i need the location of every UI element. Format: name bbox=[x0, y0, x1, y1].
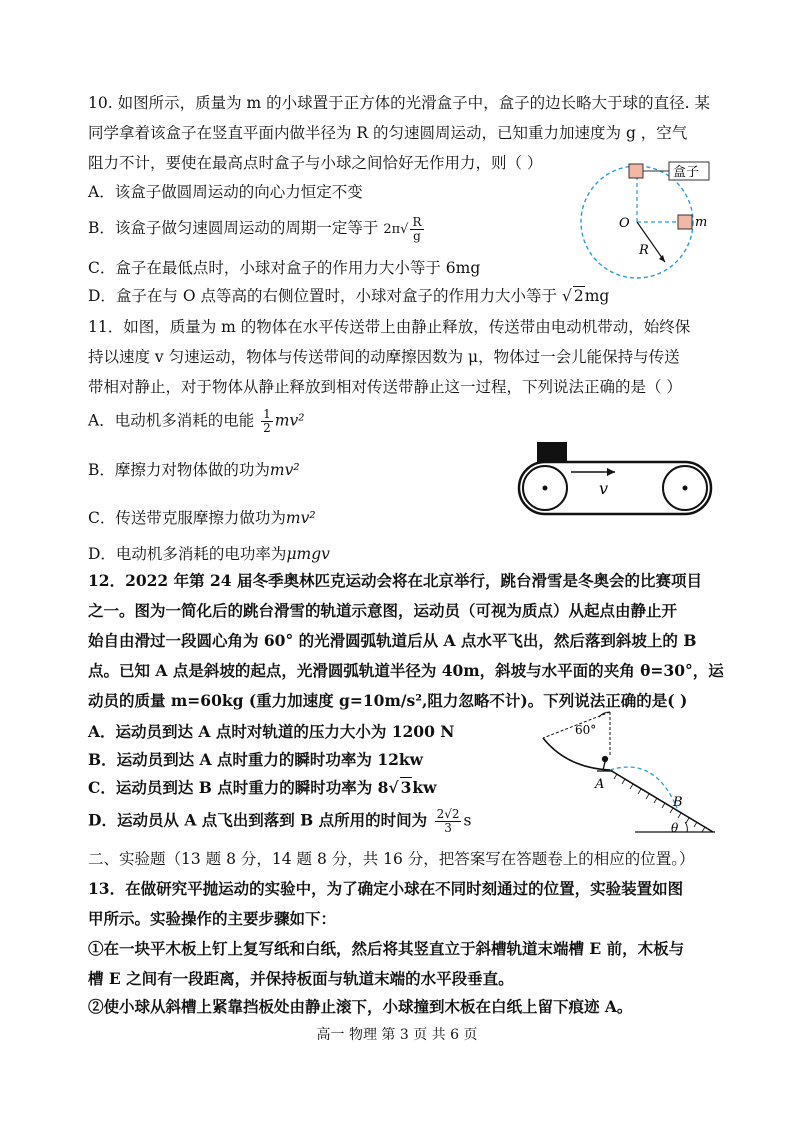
q11-option-a-text: A．电动机多消耗的电能 bbox=[88, 411, 255, 430]
q11-option-c bbox=[88, 506, 316, 528]
q10-option-d-text: D．盒子在与 O 点等高的右侧位置时，小球对盒子的作用力大小等于 bbox=[88, 287, 557, 305]
q12-fig-angle-label: 60° bbox=[575, 723, 597, 737]
q12-option-b: B．运动员到达 A 点时重力的瞬时功率为 12kw bbox=[88, 750, 423, 769]
q10-option-a: A．该盒子做圆周运动的向心力恒定不变 bbox=[88, 183, 363, 201]
q11-line-2: 持以速度 v 匀速运动，物体与传送带间的动摩擦因数为 μ，物体过一会儿能保持与传送 bbox=[88, 348, 680, 366]
page-footer: 高一 物理 第 3 页 共 6 页 bbox=[316, 1027, 478, 1043]
q11-option-c-val: mv² bbox=[285, 509, 316, 527]
q13-line-2: 甲所示。实验操作的主要步骤如下： bbox=[88, 909, 337, 928]
section-2-heading: 二、实验题（13 题 8 分，14 题 8 分，共 16 分，把答案写在答题卷上的相应的位置。） bbox=[88, 850, 695, 868]
q11-option-b-text: B．摩擦力对物体做的功为 bbox=[88, 461, 270, 479]
q12-fig-b-label: B bbox=[673, 795, 683, 810]
q12-line-3: 始自由滑过一段圆心角为 60° 的光滑圆弧轨道后从 A 点水平飞出，然后落到斜坡上的 B bbox=[88, 631, 697, 650]
q12-line-4: 点。已知 A 点是斜坡的起点，光滑圆弧轨道半径为 40m，斜坡与水平面的夹角 θ=30°，运 bbox=[88, 661, 724, 680]
q11-option-a-frac: $\frac{1}{2}$ bbox=[263, 407, 271, 435]
q11-fig-v-label: v bbox=[599, 479, 609, 498]
q10-fig-m-label: m bbox=[695, 215, 708, 230]
q12-option-c-sqrt: √ 3 bbox=[388, 778, 412, 797]
q13-line-5: ②使小球从斜槽上紧靠挡板处由静止滚下，小球撞到木板在白纸上留下痕迹 A。 bbox=[88, 997, 633, 1016]
q12-line-2: 之一。图为一简化后的跳台滑雪的轨道示意图，运动员（可视为质点）从起点由静止开 bbox=[88, 601, 678, 620]
q11-conveyor-figure bbox=[515, 440, 715, 520]
q10-circle-figure bbox=[575, 160, 715, 285]
q10-option-d-unit: mg bbox=[584, 287, 610, 305]
q12-option-d-unit: s bbox=[463, 811, 472, 830]
q10-line-2: 同学拿着该盒子在竖直平面内做半径为 R 的匀速圆周运动，已知重力加速度为 g ，空气 bbox=[88, 124, 688, 142]
q11-option-a bbox=[88, 408, 304, 435]
q12-option-d-text: D．运动员从 A 点飞出到落到 B 点所用的时间为 bbox=[88, 810, 428, 830]
q10-option-c: C．盒子在最低点时，小球对盒子的作用力大小等于 6mg bbox=[88, 259, 481, 277]
q10-fig-box-label: 盒子 bbox=[673, 165, 700, 180]
q12-line-5: 动员的质量 m=60kg (重力加速度 g=10m/s²,阻力忽略不计)。下列说法正确的是( ) bbox=[88, 691, 688, 710]
q12-ski-figure bbox=[535, 708, 720, 843]
q12-option-a: A．运动员到达 A 点时对轨道的压力大小为 1200 N bbox=[88, 722, 455, 741]
q13-line-3: ①在一块平木板上钉上复写纸和白纸，然后将其竖直立于斜槽轨道末端槽 E 前，木板与 bbox=[88, 939, 685, 958]
q12-option-c-text: C．运动员到达 B 点时重力的瞬时功率为 8 bbox=[88, 778, 389, 797]
q10-fig-r-label: R bbox=[639, 243, 649, 258]
q11-option-c-text: C．传送带克服摩擦力做功为 bbox=[88, 509, 286, 527]
q11-option-b-val: mv² bbox=[269, 461, 300, 479]
q12-fig-theta-label: θ bbox=[671, 821, 679, 835]
q11-option-d bbox=[88, 542, 330, 564]
q11-line-1: 11．如图，质量为 m 的物体在水平传送带上由静止释放，传送带由电动机带动，始终保 bbox=[88, 318, 691, 336]
q11-option-a-val: mv² bbox=[274, 411, 305, 430]
q12-option-d bbox=[88, 808, 471, 835]
q12-fig-a-label: A bbox=[595, 777, 605, 792]
q13-line-4: 槽 E 之间有一段距离，并保持板面与轨道末端的水平段垂直。 bbox=[88, 969, 514, 988]
q12-line-1: 12．2022 年第 24 届冬季奥林匹克运动会将在北京举行，跳台滑雪是冬奥会的比赛项目 bbox=[88, 571, 702, 590]
q10-fig-o-label: O bbox=[619, 216, 630, 231]
q10-option-d bbox=[88, 284, 609, 306]
q11-option-d-text: D．电动机多消耗的电功率为 bbox=[88, 545, 287, 563]
q10-option-b bbox=[88, 216, 426, 243]
q11-line-3: 带相对静止，对于物体从静止释放到相对传送带静止这一过程，下列说法正确的是（ ） bbox=[88, 378, 682, 396]
q12-option-c-unit: kw bbox=[412, 778, 437, 797]
q13-line-1: 13．在做研究平抛运动的实验中，为了确定小球在不同时刻通过的位置，实验装置如图 bbox=[88, 879, 684, 898]
q11-option-d-val: μmgv bbox=[286, 545, 330, 563]
q12-option-d-frac: $\frac{2√2}{3}$ bbox=[436, 807, 460, 835]
q11-option-b bbox=[88, 458, 300, 480]
q10-option-d-sqrt: √ 2 bbox=[561, 287, 584, 305]
q10-line-1: 10. 如图所示，质量为 m 的小球置于正方体的光滑盒子中，盒子的边长略大于球的直径. 某 bbox=[88, 94, 710, 112]
q10-option-b-text: B．该盒子做匀速圆周运动的周期一定等于 bbox=[88, 219, 379, 237]
q10-line-3: 阻力不计，要使在最高点时盒子与小球之间恰好无作用力，则（ ） bbox=[88, 154, 543, 172]
q12-option-c bbox=[88, 776, 437, 798]
q10-option-b-formula: 2π√ $\frac{R}{g}$ bbox=[383, 215, 422, 243]
